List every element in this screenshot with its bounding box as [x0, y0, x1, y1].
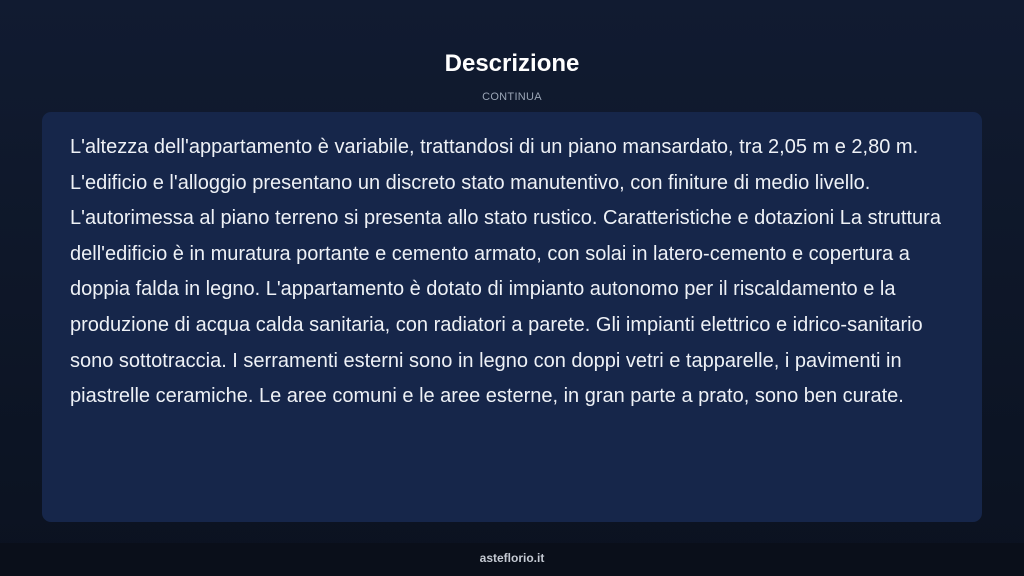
page-subtitle: CONTINUA	[482, 91, 542, 103]
page-title: Descrizione	[444, 50, 580, 77]
footer-bar	[0, 543, 1024, 576]
description-panel	[42, 112, 982, 522]
description-text: L'altezza dell'appartamento è variabile, trattandosi di un piano mansardato, tra 2,05 m e 2,80 m. L'edificio e l'alloggio presentano un discreto stato manutentivo, con finiture di medio livello. L'autorimessa al piano terreno si presenta allo stato rustico. Caratteristiche e dotazioni La struttura dell'edificio è in muratura portante e cemento armato, con solai in latero-cemento e copertura a doppia falda in legno. L'appartamento è dotato di impianto autonomo per il riscaldamento e la produzione di acqua calda sanitaria, con radiatori a parete. Gli impianti elettrico e idrico-sanitario sono sottotraccia. I serramenti esterni sono in legno con doppi vetri e tapparelle, i pavimenti in piastrelle ceramiche. Le aree comuni e le aree esterne, in gran parte a prato, sono ben curate.	[70, 136, 941, 408]
footer-brand: asteflorio.it	[479, 551, 545, 565]
